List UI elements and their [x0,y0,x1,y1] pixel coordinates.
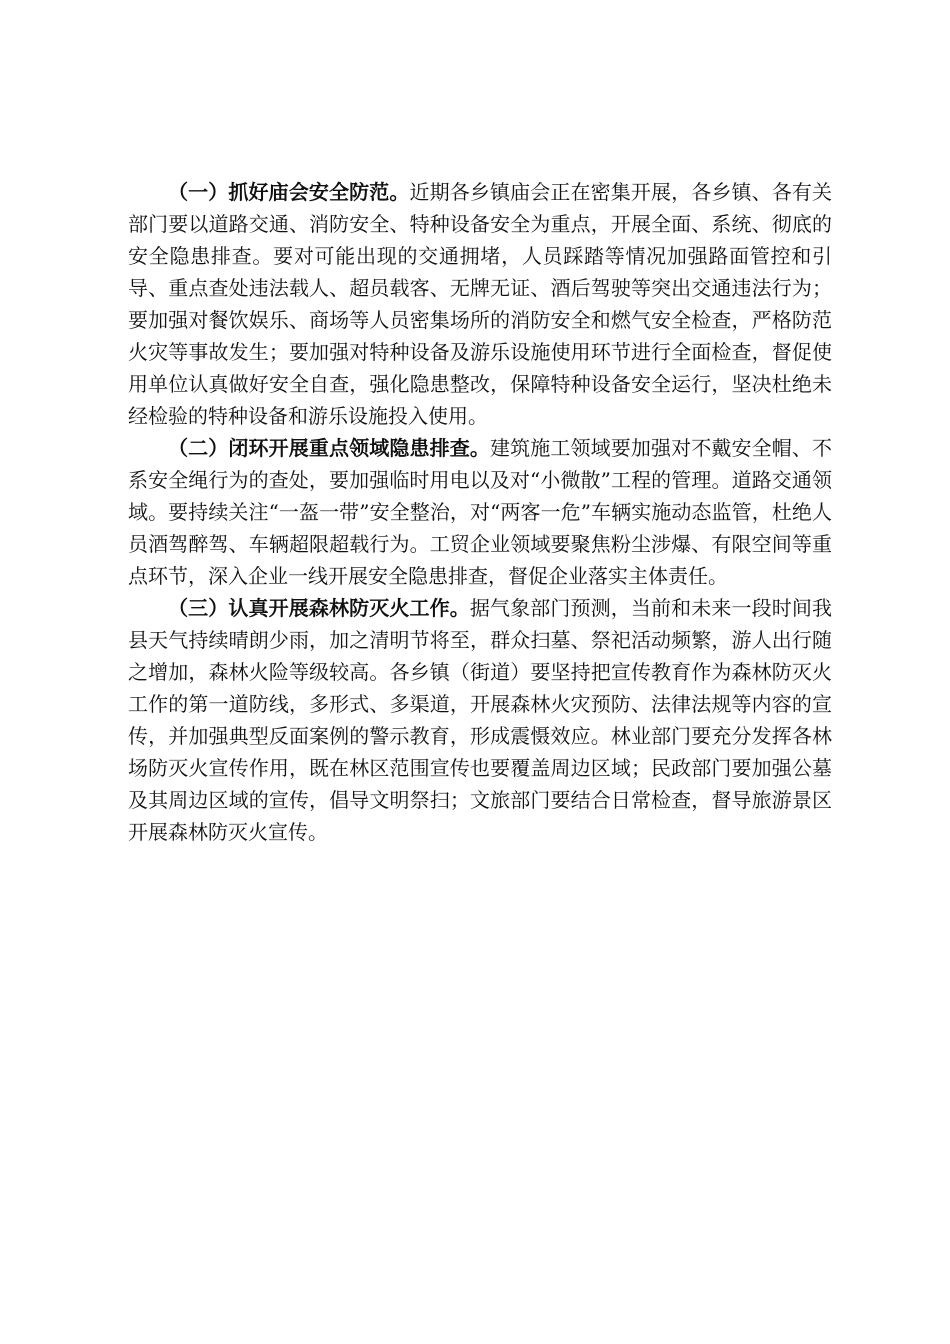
paragraph-text: 据气象部门预测，当前和未来一段时间我县天气持续晴朗少雨，加之清明节将至，群众扫墓、祭祀活动频繁，游人出行随之增加，森林火险等级较高。各乡镇（街道）要坚持把宣传教育作为森林防灭火工作的第一道防线，多形式、多渠道，开展森林火灾预防、法律法规等内容的宣传，并加强典型反面案例的警示教育，形成震慑效应。林业部门要充分发挥各林场防灭火宣传作用，既在林区范围宣传也要覆盖周边区域；民政部门要加强公墓及其周边区域的宣传，倡导文明祭扫；文旅部门要结合日常检查，督导旅游景区开展森林防灭火宣传。 [128,596,832,844]
paragraph-forest-fire-prevention [128,592,832,848]
paragraph-heading: （三）认真开展森林防灭火工作。 [168,596,470,620]
paragraph-heading: （一）抓好庙会安全防范。 [168,180,410,204]
paragraph-text: 近期各乡镇庙会正在密集开展，各乡镇、各有关部门要以道路交通、消防安全、特种设备安全为重点，开展全面、系统、彻底的安全隐患排查。要对可能出现的交通拥堵，人员踩踏等情况加强路面管控和引导、重点查处违法载人、超员载客、无牌无证、酒后驾驶等突出交通违法行为；要加强对餐饮娱乐、商场等人员密集场所的消防安全和燃气安全检查，严格防范火灾等事故发生；要加强对特种设备及游乐设施使用环节进行全面检查，督促使用单位认真做好安全自查，强化隐患整改，保障特种设备安全运行，坚决杜绝未经检验的特种设备和游乐设施投入使用。 [128,180,832,428]
paragraph-temple-fair-safety [128,176,832,432]
paragraph-key-areas-hazard-check [128,432,832,592]
paragraph-text: 建筑施工领域要加强对不戴安全帽、不系安全绳行为的查处，要加强临时用电以及对“小微散”工程的管理。道路交通领域。要持续关注“一盔一带”安全整治，对“两客一危”车辆实施动态监管，杜绝人员酒驾醉驾、车辆超限超载行为。工贸企业领域要聚焦粉尘涉爆、有限空间等重点环节，深入企业一线开展安全隐患排查，督促企业落实主体责任。 [128,436,832,588]
document-body [128,176,832,848]
paragraph-heading: （二）闭环开展重点领域隐患排查。 [168,436,490,460]
